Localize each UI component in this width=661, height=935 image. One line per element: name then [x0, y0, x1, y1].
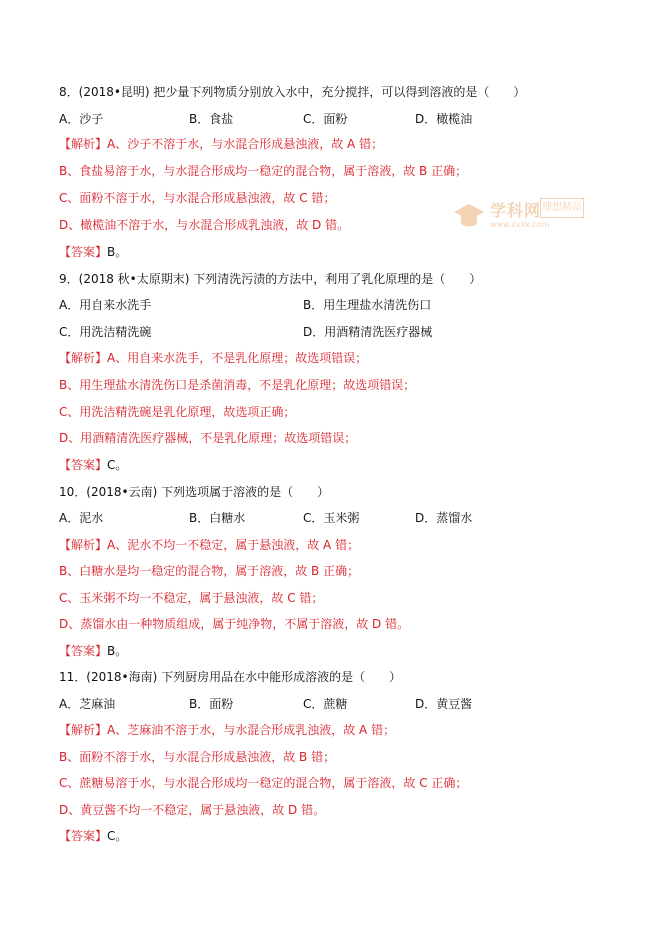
question-10-analysis-line-2: B、白糖水是均一稳定的混合物，属于溶液，故 B 正确； — [59, 564, 360, 578]
question-10-analysis-line-1 — [59, 537, 359, 553]
question-10-option-d: D．蒸馏水 — [415, 511, 473, 525]
analysis-tag: 【解析】 — [59, 137, 108, 151]
analysis-tag: 【解析】 — [59, 538, 108, 552]
question-8-analysis-line-2: B、食盐易溶于水，与水混合形成均一稳定的混合物，属于溶液，故 B 正确； — [59, 164, 468, 178]
question-8-answer — [59, 244, 127, 260]
answer-value: B。 — [107, 245, 128, 259]
question-8-analysis-line-3: C、面粉不溶于水，与水混合形成悬浊液，故 C 错； — [59, 191, 336, 205]
question-9-analysis-line-1 — [59, 350, 367, 366]
question-11-analysis-line-1 — [59, 722, 395, 738]
question-9-option-c: C．用洗洁精洗碗 — [59, 325, 152, 339]
question-9-option-d: D．用酒精清洗医疗器械 — [303, 325, 433, 339]
question-8-stem: 8．(2018•昆明) 把少量下列物质分别放入水中，充分搅拌，可以得到溶液的是（ ） — [59, 85, 526, 99]
question-11-option-d: D．黄豆酱 — [415, 697, 473, 711]
question-9-option-b: B．用生理盐水清洗伤口 — [303, 298, 432, 312]
question-10-stem: 10．(2018•云南) 下列选项属于溶液的是（ ） — [59, 485, 330, 499]
mortarboard-icon — [452, 200, 486, 234]
answer-tag: 【答案】 — [59, 245, 108, 259]
question-9-analysis-line-3: C、用洗洁精洗碗是乳化原理，故选项正确； — [59, 405, 296, 419]
analysis-tag: 【解析】 — [59, 351, 108, 365]
question-11-analysis-line-3: C、蔗糖易溶于水，与水混合形成均一稳定的混合物，属于溶液，故 C 正确； — [59, 776, 468, 790]
analysis-text: A、沙子不溶于水，与水混合形成悬浊液，故 A 错； — [107, 137, 384, 151]
question-10-option-a: A．泥水 — [59, 511, 104, 525]
question-11-analysis-line-2: B、面粉不溶于水，与水混合形成悬浊液，故 B 错； — [59, 750, 336, 764]
question-10-option-b: B．白糖水 — [189, 511, 246, 525]
question-9-analysis-line-4: D、用酒精清洗医疗器械，不是乳化原理；故选项错误； — [59, 431, 357, 445]
answer-tag: 【答案】 — [59, 458, 108, 472]
answer-value: C。 — [107, 458, 128, 472]
question-11-option-c: C．蔗糖 — [303, 697, 348, 711]
question-11-answer — [59, 828, 127, 844]
answer-tag: 【答案】 — [59, 644, 108, 658]
question-8-analysis-line-4: D、橄榄油不溶于水，与水混合形成乳浊液，故 D 错。 — [59, 218, 350, 232]
question-9-answer — [59, 457, 127, 473]
question-8-option-d: D．橄榄油 — [415, 112, 473, 126]
watermark-logo — [452, 196, 582, 240]
question-11-analysis-line-4: D、黄豆酱不均一不稳定，属于悬浊液，故 D 错。 — [59, 803, 326, 817]
question-9-analysis-line-2: B、用生理盐水清洗伤口是杀菌消毒，不是乳化原理；故选项错误； — [59, 378, 416, 392]
question-9-stem: 9．(2018 秋•太原期末) 下列清洗污渍的方法中，利用了乳化原理的是（ ） — [59, 272, 482, 286]
question-10-option-c: C．玉米粥 — [303, 511, 360, 525]
answer-value: C。 — [107, 829, 128, 843]
question-8-option-a: A．沙子 — [59, 112, 104, 126]
question-8-option-c: C．面粉 — [303, 112, 348, 126]
watermark-url: www.zxxk.com — [490, 220, 550, 229]
analysis-text: A、泥水不均一不稳定，属于悬浊液，故 A 错； — [107, 538, 360, 552]
question-10-analysis-line-4: D、蒸馏水由一种物质组成，属于纯净物，不属于溶液，故 D 错。 — [59, 617, 410, 631]
question-9-option-a: A．用自来水洗手 — [59, 298, 152, 312]
question-11-stem: 11．(2018•海南) 下列厨房用品在水中能形成溶液的是（ ） — [59, 670, 402, 684]
question-11-option-b: B．面粉 — [189, 697, 234, 711]
question-10-answer — [59, 643, 127, 659]
question-10-analysis-line-3: C、玉米粥不均一不稳定，属于悬浊液，故 C 错； — [59, 591, 324, 605]
analysis-text: A、用自来水洗手，不是乳化原理；故选项错误； — [107, 351, 368, 365]
analysis-tag: 【解析】 — [59, 723, 108, 737]
question-11-option-a: A．芝麻油 — [59, 697, 116, 711]
question-8-analysis-line-1 — [59, 136, 383, 152]
answer-tag: 【答案】 — [59, 829, 108, 843]
watermark-box: 理想精品 — [540, 198, 584, 218]
watermark-brand: 学科网 — [490, 201, 542, 220]
answer-value: B。 — [107, 644, 128, 658]
question-8-option-b: B．食盐 — [189, 112, 234, 126]
analysis-text: A、芝麻油不溶于水，与水混合形成乳浊液，故 A 错； — [107, 723, 396, 737]
